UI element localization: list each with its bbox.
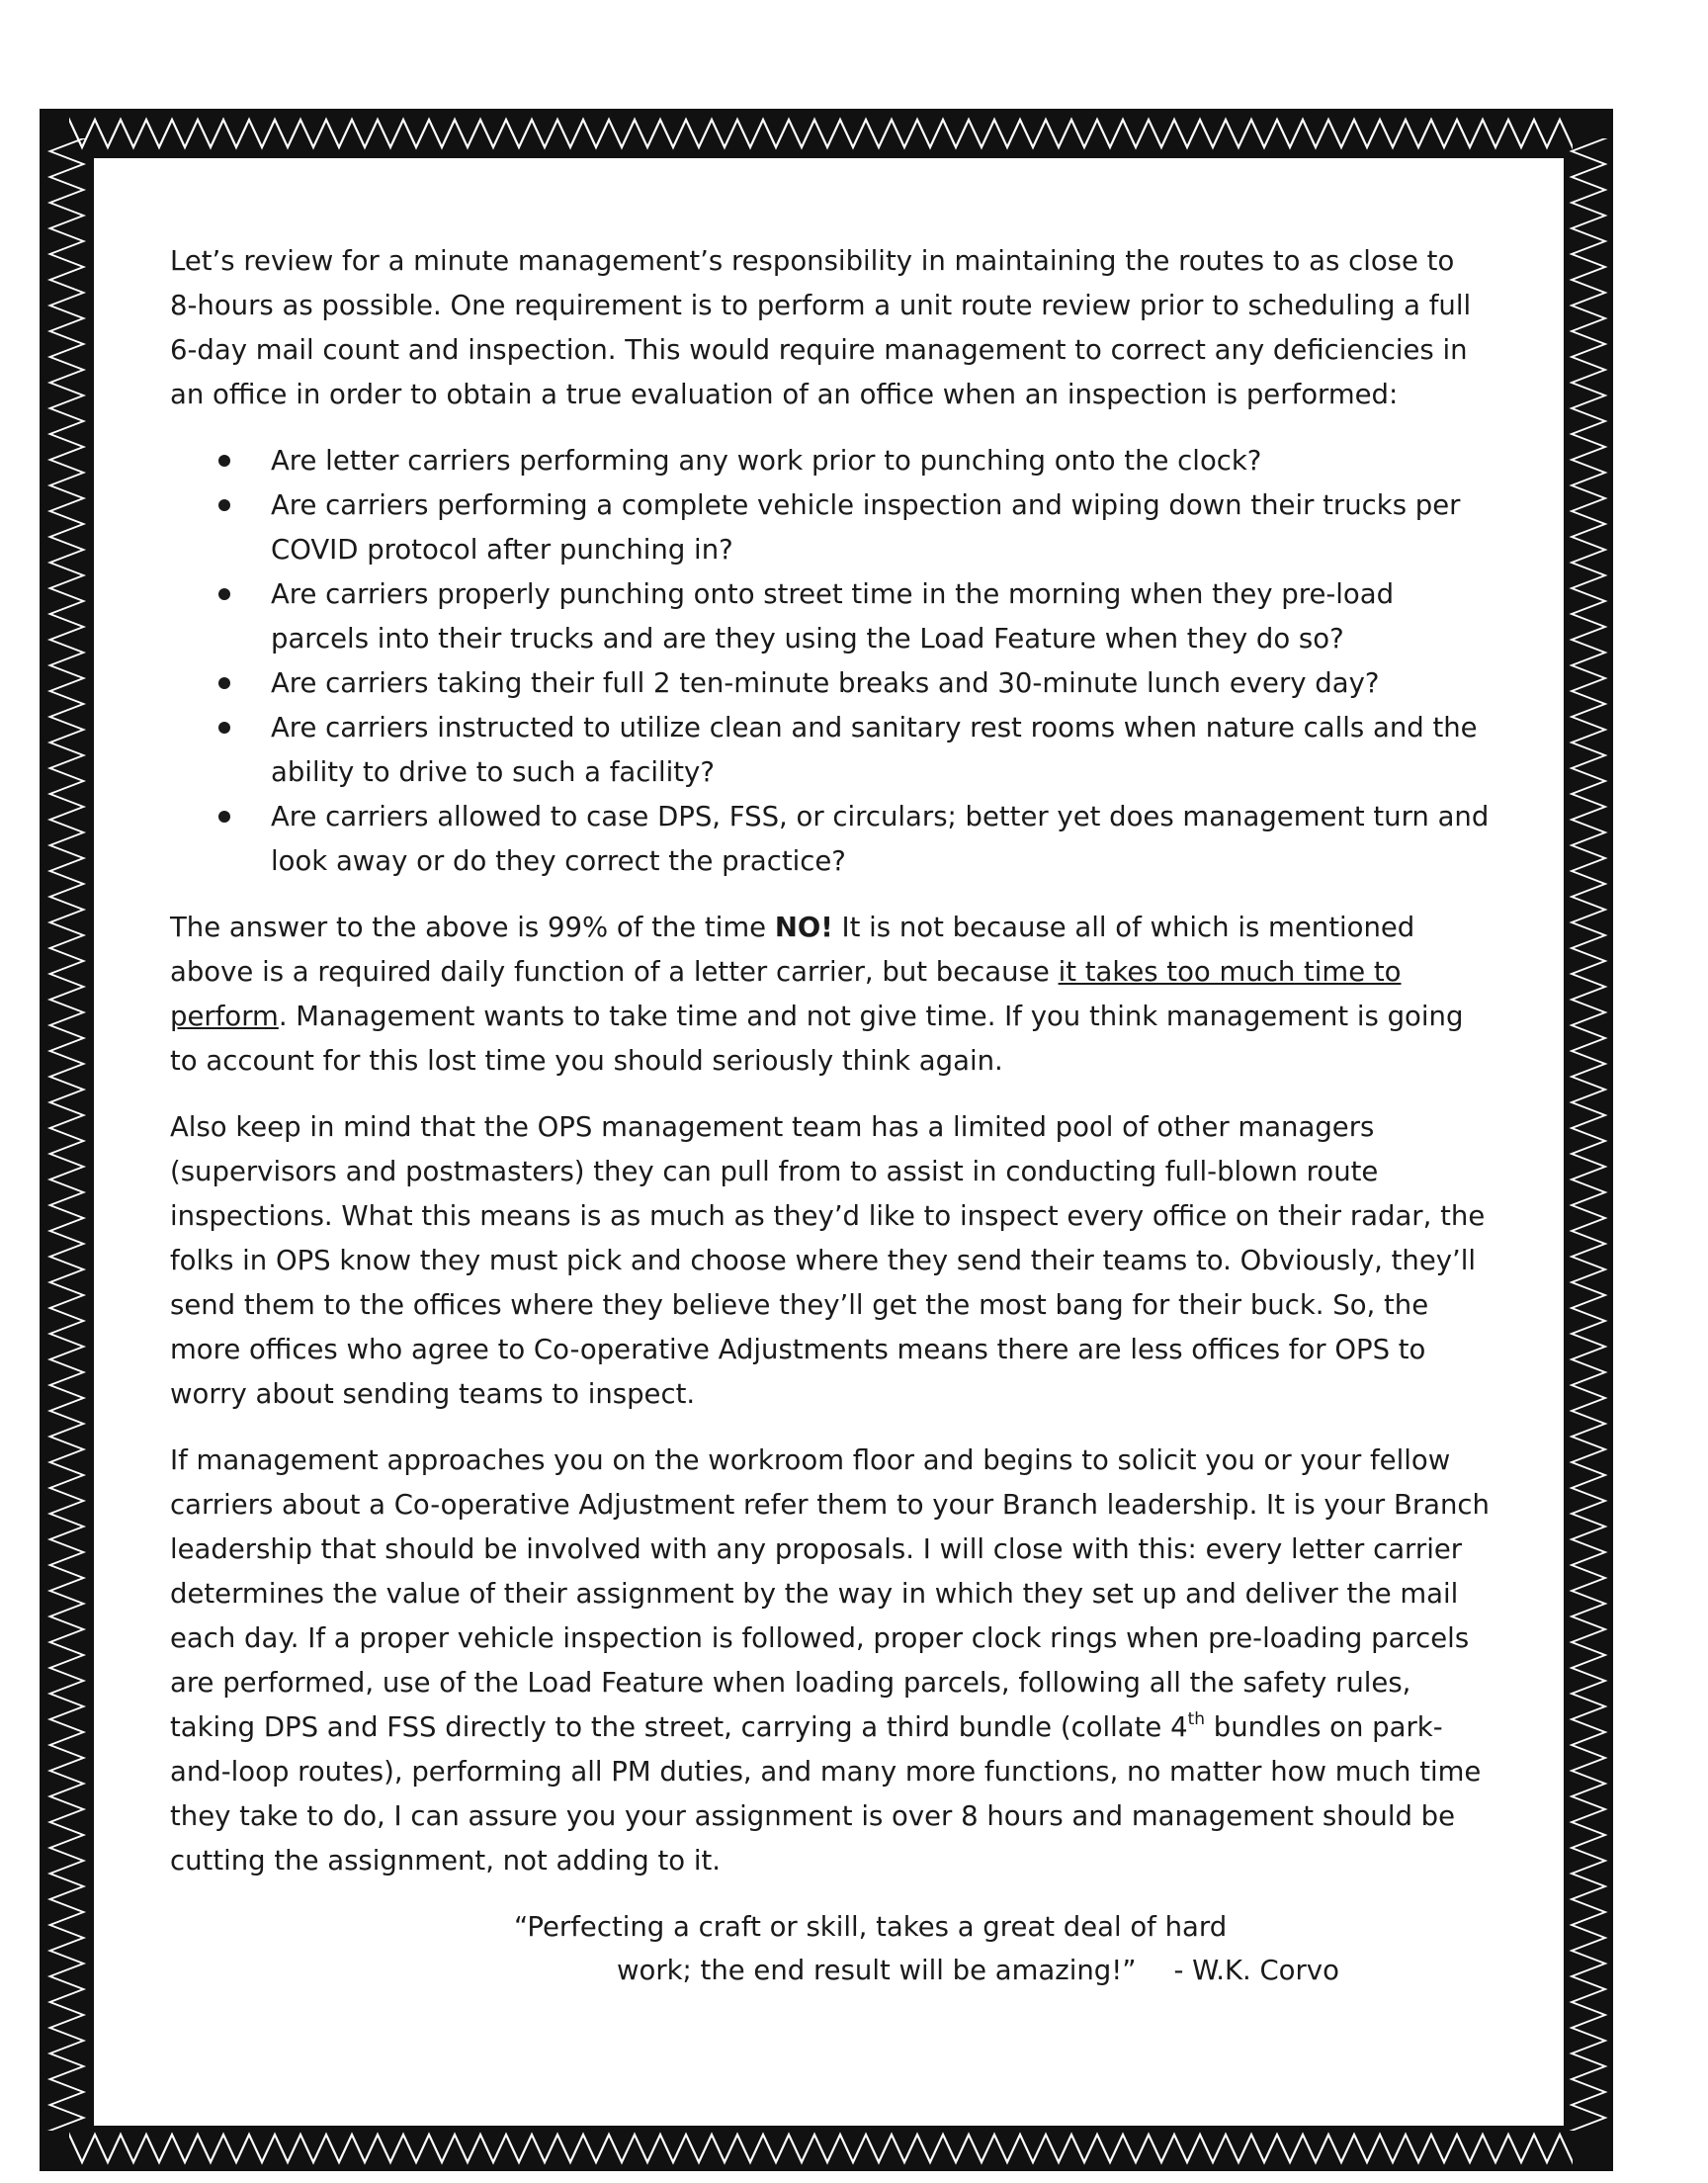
closing-text-start: If management approaches you on the workroom floor and begins to solicit you or your fellow carriers about a Co-operative Adjustment refer them to your Branch leadership. It is your Branch leadership that should be involved with any proposals. I will close with this: every letter carrier determines the value of their assignment by the way in which they set up and deliver the mail each day. If a proper vehicle inspection is followed, proper clock rings when pre-loading parcels are performed, use of the Load Feature when loading parcels, following all the safety rules, taking DPS and FSS directly to the street, carrying a third bundle (collate 4 xyxy=(170,1444,1490,1743)
quote-author: - W.K. Corvo xyxy=(1173,1955,1339,1986)
answer-text-start: The answer to the above is 99% of the time xyxy=(170,912,775,943)
closing-text-end: bundles on park-and-loop routes), performing all PM duties, and many more functions, no matter how much time they take to do, I can assure you your assignment is over 8 hours and management should be cutting the assignment, not adding to it. xyxy=(170,1711,1482,1877)
ops-paragraph: Also keep in mind that the OPS management team has a limited pool of other managers (supervisors and postmasters) they can pull from to assist in conducting full-blown route inspections. What this means is as much as they’d like to inspect every office on their radar, the folks in OPS know they must pick and choose where they send their teams to. Obviously, they’ll send them to the offices where they believe they’ll get the most bang for their buck. So, the more offices who agree to Co-operative Adjustments means there are less offices for OPS to worry about sending teams to inspect. xyxy=(170,1111,1486,1410)
list-item: Are carriers properly punching onto street time in the morning when they pre-load parcels into their trucks and are they using the Load Feature when they do so? xyxy=(271,572,1490,661)
answer-underlined-phrase: it takes too much time to perform xyxy=(170,956,1402,1032)
answer-text-middle: It is not because all of which is mentioned above is a required daily function of a letter carrier, but because xyxy=(170,912,1415,988)
list-item: Are letter carriers performing any work prior to punching onto the clock? xyxy=(271,439,1490,483)
answer-text-end: . Management wants to take time and not give time. If you think management is going to account for this lost time you should seriously think again. xyxy=(170,1001,1464,1077)
ordinal-suffix: th xyxy=(1187,1708,1206,1729)
list-item: Are carriers taking their full 2 ten-minute breaks and 30-minute lunch every day? xyxy=(271,661,1490,706)
checklist xyxy=(170,439,1490,884)
list-item: Are carriers instructed to utilize clean and sanitary rest rooms when nature calls and the ability to drive to such a facility? xyxy=(271,706,1490,795)
quote-line-2 xyxy=(170,1949,1490,1992)
closing-paragraph xyxy=(170,1439,1490,1883)
closing-quote xyxy=(170,1905,1490,1992)
intro-paragraph: Let’s review for a minute management’s responsibility in maintaining the routes to as close to 8-hours as possible. One requirement is to perform a unit route review prior to scheduling a full 6-day mail count and inspection. This would require management to correct any deficiencies in an office in order to obtain a true evaluation of an office when an inspection is performed: xyxy=(170,245,1472,410)
list-item: Are carriers performing a complete vehicle inspection and wiping down their trucks per COVID protocol after punching in? xyxy=(271,483,1490,572)
quote-line-1: “Perfecting a craft or skill, takes a great deal of hard xyxy=(514,1911,1228,1943)
answer-paragraph xyxy=(170,906,1490,1084)
article-body xyxy=(170,239,1490,1992)
list-item: Are carriers allowed to case DPS, FSS, or circulars; better yet does management turn and look away or do they correct the practice? xyxy=(271,795,1490,884)
answer-emphasis: NO! xyxy=(774,912,833,943)
quote-line-2-text: work; the end result will be amazing!” xyxy=(617,1955,1137,1986)
